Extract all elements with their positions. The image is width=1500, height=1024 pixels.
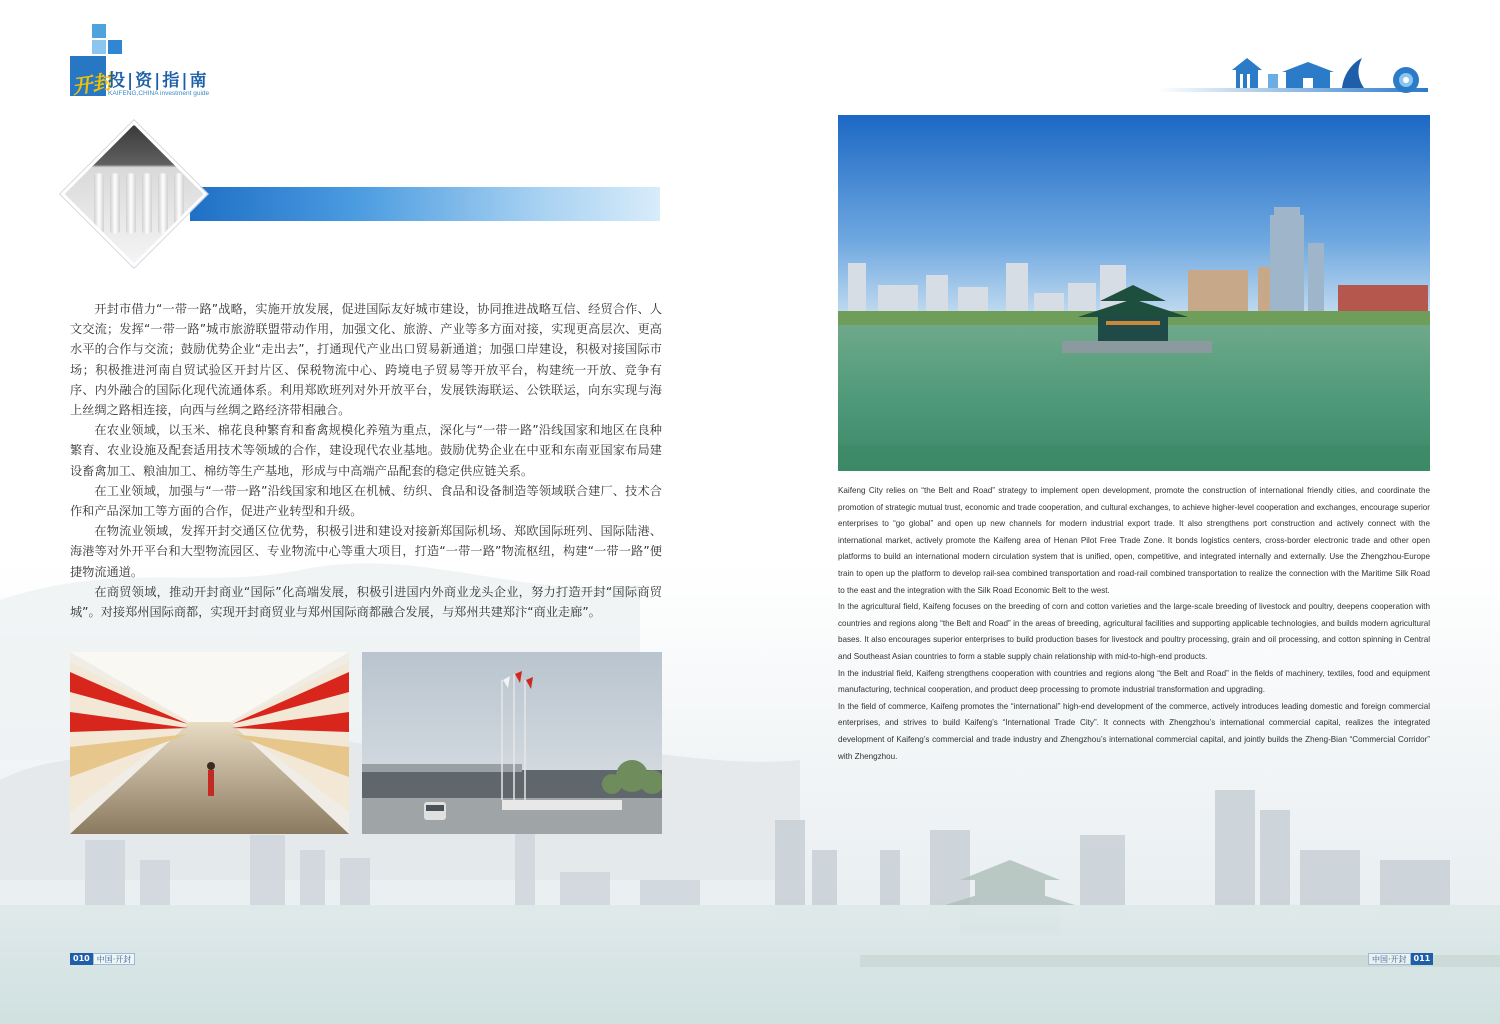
english-body-text (838, 483, 1430, 765)
cn-paragraph: 在商贸领域，推动开封商业“国际”化高端发展，积极引进国内外商业龙头企业，努力打造开封“国际商贸城”。对接郑州国际商都，实现开封商贸业与郑州国际商都融合发展，与郑州共建郑汴“商业走廊”。 (70, 584, 662, 620)
chrysanthemum-icon (1393, 67, 1419, 93)
landmark-strip (1158, 52, 1434, 102)
tower-icon (1268, 74, 1278, 88)
industrial-park-photo (362, 652, 662, 834)
brand-subtitle: KAIFENG,CHINA investment guide (108, 90, 210, 97)
page-number: 010 (70, 953, 93, 965)
page-number-left (70, 953, 135, 965)
brand-logo (68, 22, 248, 102)
page-label: 中国·开封 (1368, 953, 1411, 965)
cn-paragraph: 在工业领域，加强与“一带一路”沿线国家和地区在机械、纺织、食品和设备制造等领域联合建厂、技术合作和产品深加工等方面的合作，促进产业转型和升级。 (70, 483, 662, 519)
logo-square (108, 40, 122, 54)
logo-square (92, 24, 106, 38)
logo-square (92, 40, 106, 54)
cn-paragraph: 在物流业领域，发挥开封交通区位优势，积极引进和建设对接新郑国际机场、郑欧国际班列、国际陆港、海港等对外开平台和大型物流园区、专业物流中心等重大项目，打造“一带一路”物流枢纽，构建“一带一路”便捷物流通道。 (70, 524, 662, 579)
section-banner (190, 187, 660, 221)
en-paragraph: In the field of commerce, Kaifeng promotes the “international” high-end development of the commerce, actively introduces leading domestic and foreign commercial enterprises, and strives to build Kaifeng’s “International Trade City”. It connects with Zhengzhou’s international commercial capital, realizes the integrated development of Kaifeng’s commercial and trade industry and Zhengzhou’s international commercial capital, and jointly builds the Zheng-Bian “Commercial Corridor” with Zhengzhou. (838, 701, 1430, 761)
sculpture-icon (1342, 58, 1364, 88)
brand-title: 投|资|指|南 (108, 71, 209, 91)
chinese-body-text (70, 299, 662, 622)
cn-paragraph: 在农业领域，以玉米、棉花良种繁育和畜禽规模化养殖为重点，深化与“一带一路”沿线国家和地区在良种繁育、农业设施及配套适用技术等领域的合作，建设现代农业基地。鼓励优势企业在中亚和东南亚国家布局建设畜禽加工、粮油加工、棉纺等生产基地，形成与中高端产品配套的稳定供应链关系。 (70, 423, 662, 478)
lake-pavilion-photo (838, 115, 1430, 471)
gate-icon (1282, 62, 1334, 88)
page-label: 中国·开封 (93, 953, 136, 965)
page-number-right (1368, 953, 1433, 965)
en-paragraph: In the agricultural field, Kaifeng focuses on the breeding of corn and cotton varieties and the large-scale breeding of livestock and poultry, deepens cooperation with countries and regions along “the Belt and Road” in the areas of breeding, agricultural facilities and supporting applicable technologies, and builds modern agricultural bases. It also encourages superior enterprises to build production bases for livestock and poultry processing, grain and oil processing, and cotton spinning in Central and Southeast Asian countries to form a stable supply chain relationship with mid-to-high-end products. (838, 602, 1430, 661)
cn-paragraph: 开封市借力“一带一路”战略，实施开放发展，促进国际友好城市建设，协同推进战略互信、经贸合作、人文交流；发挥“一带一路”城市旅游联盟带动作用，加强文化、旅游、产业等多方面对接，实现更高层次、更高水平的合作与交流；鼓励优势企业“走出去”，打通现代产业出口贸易新通道；加强口岸建设，积极对接国际市场；积极推进河南自贸试验区开封片区、保税物流中心、跨境电子贸易等开放平台，构建统一开放、竞争有序、内外融合的国际化现代流通体系。利用郑欧班列对外开放平台，发展铁海联运、公铁联运，向东实现与海上丝绸之路相连接，向西与丝绸之路经济带相融合。 (70, 302, 662, 418)
textile-factory-photo (70, 652, 349, 834)
logo-mark: 开封 (70, 69, 114, 99)
pavilion-icon (1232, 58, 1262, 88)
page-number: 011 (1411, 953, 1434, 965)
en-paragraph: Kaifeng City relies on “the Belt and Road” strategy to implement open development, promote the construction of international friendly cities, and coordinate the promotion of strategic mutual trust, economic and trade cooperation, and cultural exchanges, to achieve higher-level cooperation and exchanges, encourage superior enterprises to “go global” and open up new channels for modern industrial export trade. It also strengthens port construction and actively connect with the international market, actively promote the Kaifeng area of Henan Pilot Free Trade Zone. It bonds logistics centers, cross-border electronic trade and other open platforms to build an international modern circulation system that is unified, open, competitive, and integrated internally and externally. Use the Zhengzhou-Europe train to open up the platform to develop rail-sea combined transportation and road-rail combined transportation to realize the connection with the Maritime Silk Road to the east and the integration with the Silk Road Economic Belt to the west. (838, 486, 1430, 595)
en-paragraph: In the industrial field, Kaifeng strengthens cooperation with countries and regions along “the Belt and Road” in the fields of machinery, textiles, food and equipment manufacturing, technical cooperation, and product deep processing to promote industrial transformation and upgrading. (838, 668, 1430, 695)
